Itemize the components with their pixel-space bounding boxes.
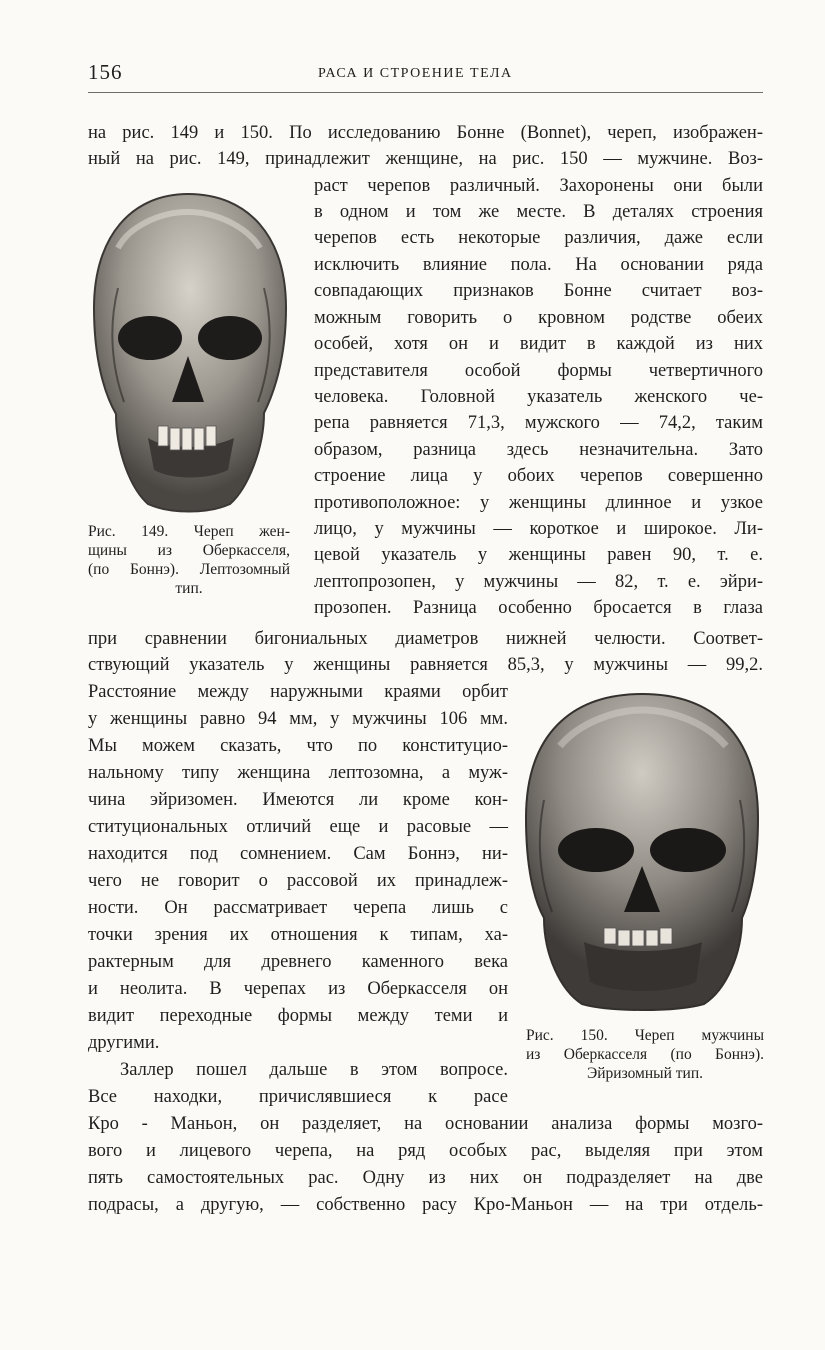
page-number: 156 bbox=[88, 60, 123, 84]
body-line: особей, хотя он и видит в каждой из них bbox=[314, 334, 763, 354]
body-line: и неолита. В черепах из Оберкасселя он bbox=[88, 979, 508, 999]
body-line: Заллер пошел дальше в этом вопросе. bbox=[120, 1060, 508, 1080]
body-line: строение лица у обоих черепов совершенно bbox=[314, 466, 763, 486]
body-line: лептопрозопен, у мужчины — 82, т. е. эйри- bbox=[314, 572, 763, 592]
header-rule bbox=[88, 92, 763, 93]
running-title: РАСА И СТРОЕНИЕ ТЕЛА bbox=[318, 66, 513, 81]
body-line: чина эйризомен. Имеются ли кроме кон- bbox=[88, 790, 508, 810]
body-line: образом, разница здесь незначительна. Зато bbox=[314, 440, 763, 460]
body-line: репа равняется 71,3, мужского — 74,2, таким bbox=[314, 413, 763, 433]
body-line: человека. Головной указатель женского че- bbox=[314, 387, 763, 407]
body-line: можным говорить о кровном родстве обеих bbox=[314, 308, 763, 328]
body-line: вого и лицевого черепа, на ряд особых рас, выделяя при этом bbox=[88, 1141, 763, 1161]
body-line: подрасы, а другую, — собственно расу Кро-Маньон — на три отдель- bbox=[88, 1195, 763, 1215]
body-line: на рис. 149 и 150. По исследованию Бонне (Bonnet), череп, изображен- bbox=[88, 123, 763, 143]
caption-fig149-line-2: щины из Оберкасселя, bbox=[88, 542, 290, 559]
body-line: видит переходные формы между теми и bbox=[88, 1006, 508, 1026]
body-line: чего не говорит о рассовой их принадлеж- bbox=[88, 871, 508, 891]
skull-photo-fig149 bbox=[88, 188, 293, 518]
body-line: ствующий указатель у женщины равняется 85,3, у мужчины — 99,2. bbox=[88, 655, 763, 675]
body-line: другими. bbox=[88, 1033, 160, 1053]
body-line: представителя особой формы четвертичного bbox=[314, 361, 763, 381]
caption-fig149-line-3: (по Боннэ). Лептозомный bbox=[88, 561, 290, 578]
body-line: находится под сомнением. Сам Боннэ, ни- bbox=[88, 844, 508, 864]
skull-photo-fig150 bbox=[520, 690, 764, 1012]
body-line: лицо, у мужчины — короткое и широкое. Ли- bbox=[314, 519, 763, 539]
body-line: при сравнении бигониальных диаметров нижней челюсти. Соответ- bbox=[88, 629, 763, 649]
body-line: пять самостоятельных рас. Одну из них он подразделяет на две bbox=[88, 1168, 763, 1188]
body-line: раст черепов различный. Захоронены они были bbox=[314, 176, 763, 196]
body-line: нальному типу женщина лептозомна, а муж- bbox=[88, 763, 508, 783]
body-line: у женщины равно 94 мм, у мужчины 106 мм. bbox=[88, 709, 508, 729]
body-line: рактерным для древнего каменного века bbox=[88, 952, 508, 972]
caption-fig150-line-1: Рис. 150. Череп мужчины bbox=[526, 1027, 764, 1044]
caption-fig150-line-3: Эйризомный тип. bbox=[587, 1065, 703, 1082]
caption-fig149-line-1: Рис. 149. Череп жен- bbox=[88, 523, 290, 540]
body-line: точки зрения их отношения к типам, ха- bbox=[88, 925, 508, 945]
body-line: Расстояние между наружными краями орбит bbox=[88, 682, 508, 702]
body-line: исключить влияние пола. На основании ряда bbox=[314, 255, 763, 275]
caption-fig149-line-4: тип. bbox=[175, 580, 203, 597]
body-line: ности. Он рассматривает черепа лишь с bbox=[88, 898, 508, 918]
body-line: в одном и том же месте. В деталях строения bbox=[314, 202, 763, 222]
body-line: Все находки, причислявшиеся к расе bbox=[88, 1087, 508, 1107]
body-line: Мы можем сказать, что по конституцио- bbox=[88, 736, 508, 756]
body-line: ституциональных отличий еще и расовые — bbox=[88, 817, 508, 837]
body-line: Кро - Маньон, он разделяет, на основании анализа формы мозго- bbox=[88, 1114, 763, 1134]
body-line: цевой указатель у женщины равен 90, т. е. bbox=[314, 545, 763, 565]
caption-fig150-line-2: из Оберкасселя (по Боннэ). bbox=[526, 1046, 764, 1063]
body-line: черепов есть некоторые различия, даже если bbox=[314, 228, 763, 248]
body-line: прозопен. Разница особенно бросается в глаза bbox=[314, 598, 763, 618]
body-line: совпадающих признаков Бонне считает воз- bbox=[314, 281, 763, 301]
body-line: противоположное: у женщины длинное и узкое bbox=[314, 493, 763, 513]
body-line: ный на рис. 149, принадлежит женщине, на рис. 150 — мужчине. Воз- bbox=[88, 149, 763, 169]
